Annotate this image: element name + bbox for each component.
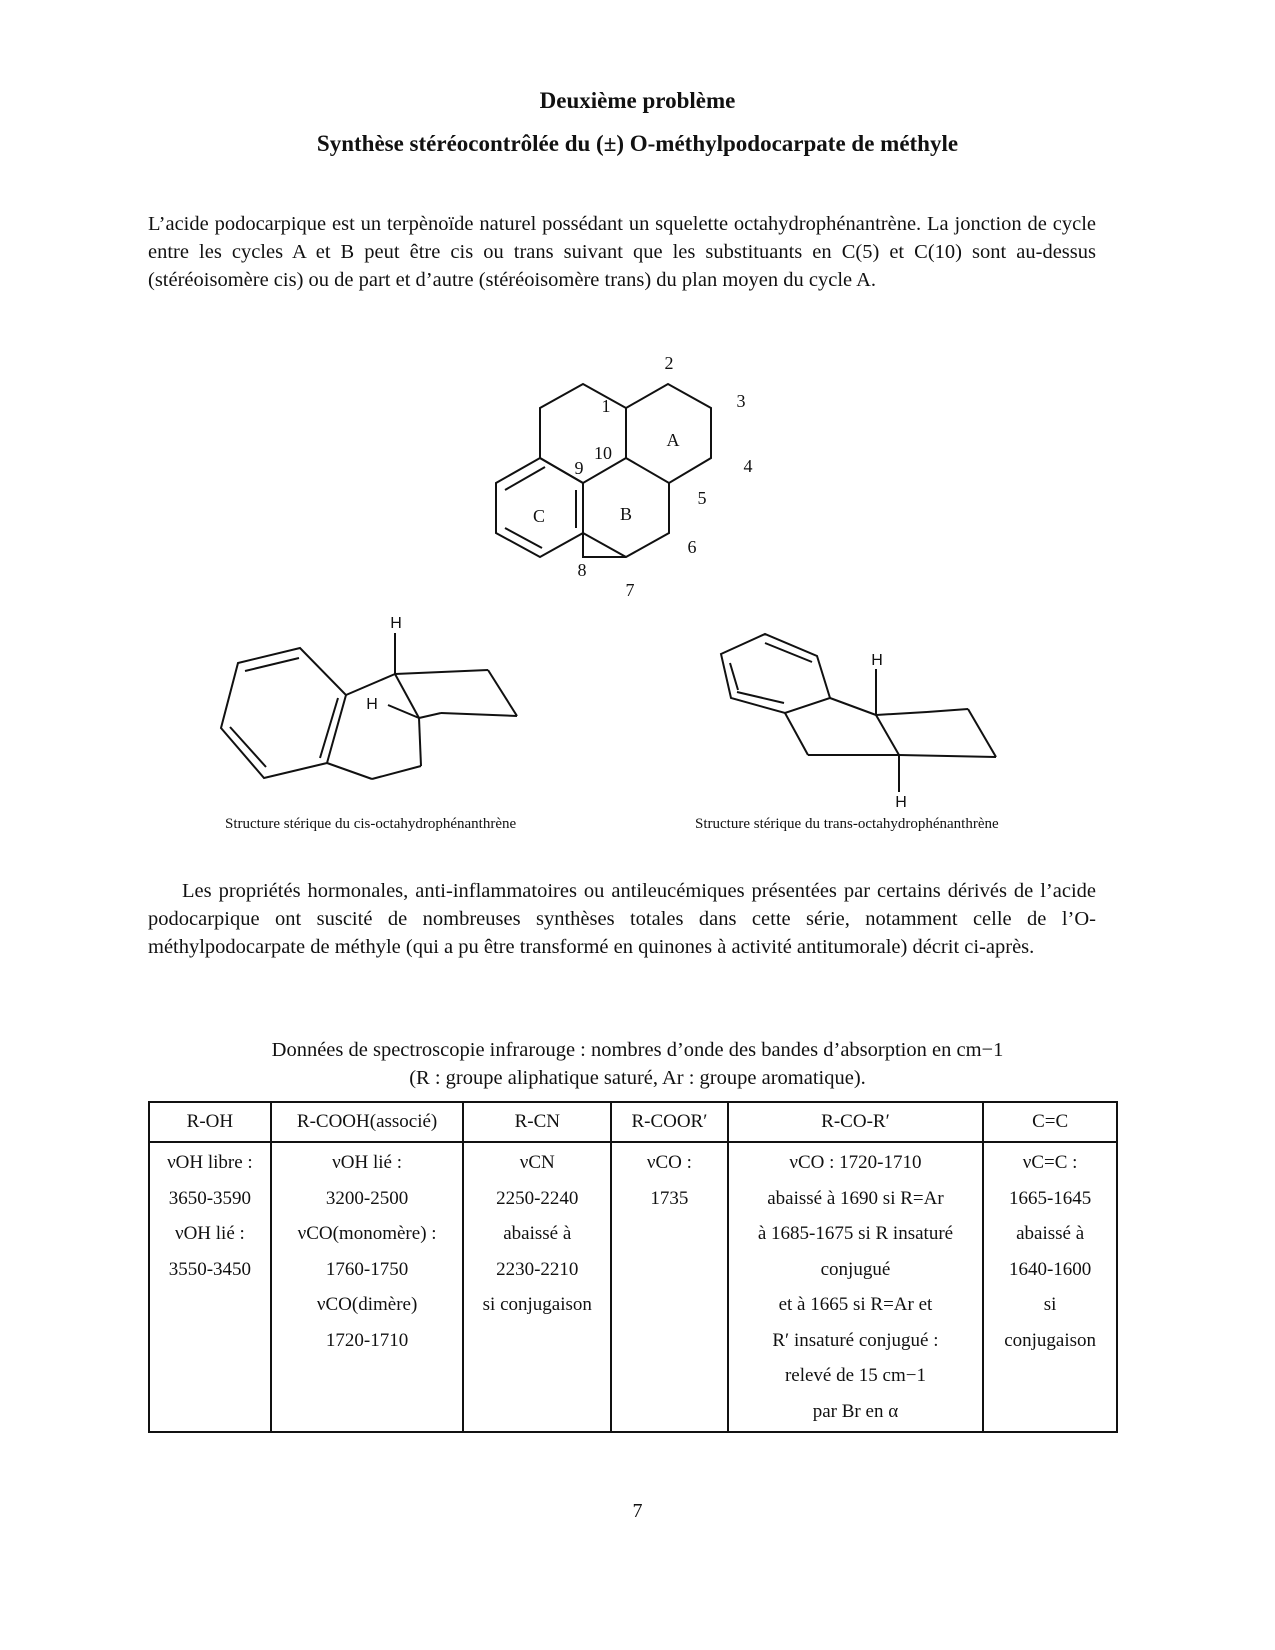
second-paragraph: Les propriétés hormonales, anti-inflammatoires ou antileucémiques présentées par certains dérivés de l’acide podocarpique ont suscité de nombreuses synthèses totales dans cette série, notamment celle de l’O-méthylpodocarpate de méthyle (qui a pu être transformé en quinones à activité antitumorale) décrit ci-après. [148,880,1096,958]
page-number: 7 [632,1500,643,1522]
cell-line: νOH lié : [174,1223,245,1244]
cell-c-c [983,1142,1117,1432]
cell-line: νC=C : [1022,1152,1078,1173]
cell-line: par Br en α [812,1400,899,1422]
cis-labels [366,615,402,713]
cell-line: νOH lié : [332,1152,402,1173]
cis-h-top: H [390,615,402,632]
atom-number-10: 10 [594,443,612,463]
cell-line: si [1043,1294,1057,1315]
trans-structure [721,634,996,792]
skeleton-labels [533,353,753,600]
problem-subtitle: Synthèse stéréocontrôlée du (±) O-méthylpodocarpate de méthyle [316,131,959,156]
cell-line: 3550-3450 [168,1258,252,1280]
cell-r-co-r [728,1142,984,1432]
cell-line: 3200-2500 [325,1187,409,1209]
cell-line: abaissé à [1016,1223,1085,1244]
header-r-cn: R-CN [463,1102,611,1142]
intro-paragraph: L’acide podocarpique est un terpènoïde naturel possédant un squelette octahydrophénantrène. La jonction de cycle entre les cycles A et B peut être cis ou trans suivant que les substituants en C(5) et C(10) sont au-dessus (stéréoisomère cis) ou de part et d’autre (stéréoisomère trans) du plan moyen du cycle A. [148,213,1096,291]
header-r-cooh: R-COOH(associé) [271,1102,464,1142]
ir-caption-line2: (R : groupe aliphatique saturé, Ar : groupe aromatique). [409,1067,866,1089]
cell-line: 1640-1600 [1008,1258,1092,1280]
cell-line: νCO(dimère) [316,1294,418,1315]
cell-line: et à 1665 si R=Ar et [778,1294,933,1315]
atom-number-3: 3 [736,391,746,411]
atom-number-7: 7 [625,580,635,600]
trans-caption: Structure stérique du trans-octahydrophénanthrène [695,816,999,832]
problem-title: Deuxième problème [539,88,736,113]
atom-number-9: 9 [574,458,584,478]
cell-line: νOH libre : [167,1152,253,1173]
cell-line: 1720-1710 [325,1329,409,1351]
cell-line: 1665-1645 [1008,1187,1092,1209]
cell-line: conjugué [820,1258,891,1280]
cell-line: à 1685-1675 si R insaturé [757,1223,954,1244]
cell-line: 2230-2210 [496,1258,579,1280]
cell-line: νCO(monomère) : [297,1223,437,1244]
cell-line: conjugaison [1004,1329,1097,1351]
ring-label-b: B [619,504,633,524]
header-r-co-r: R-CO-R′ [728,1102,984,1142]
atom-number-6: 6 [687,537,697,557]
trans-h-bottom: H [895,794,907,811]
cell-line: abaissé à 1690 si R=Ar [767,1187,944,1209]
atom-number-8: 8 [577,560,587,580]
ring-label-c: C [532,506,546,526]
header-c-c: C=C [983,1102,1117,1142]
cell-line: R′ insaturé conjugué : [772,1329,939,1351]
ir-data-row [149,1142,1117,1432]
cis-h-mid: H [366,696,378,713]
cell-r-oh [149,1142,271,1432]
cell-r-cooh [271,1142,464,1432]
ir-data-table [148,1101,1118,1433]
cell-line: νCO : 1720-1710 [789,1152,922,1173]
atom-number-2: 2 [664,353,674,373]
cis-caption: Structure stérique du cis-octahydrophénanthrène [225,816,517,832]
cell-line: νCO : [646,1152,692,1173]
cell-line: νCN [519,1152,555,1173]
header-r-coor: R-COOR′ [611,1102,728,1142]
cell-line: abaissé à [503,1223,572,1244]
ring-label-a: A [666,430,680,450]
atom-number-1: 1 [601,396,611,416]
cell-line: 1735 [650,1187,689,1209]
cell-line: 2250-2240 [496,1187,579,1209]
ir-caption-line1: Données de spectroscopie infrarouge : nombres d’onde des bandes d’absorption en cm−1 [271,1039,1004,1061]
atom-number-4: 4 [743,456,753,476]
header-r-oh: R-OH [149,1102,271,1142]
cell-line: 1760-1750 [325,1258,409,1280]
trans-h-top: H [871,652,883,669]
atom-number-5: 5 [697,488,707,508]
ir-header-row [149,1102,1117,1142]
cell-r-coor [611,1142,728,1432]
cell-line: si conjugaison [482,1294,592,1315]
cell-r-cn [463,1142,611,1432]
cell-line: relevé de 15 cm−1 [784,1365,926,1386]
cell-line: 3650-3590 [168,1187,252,1209]
